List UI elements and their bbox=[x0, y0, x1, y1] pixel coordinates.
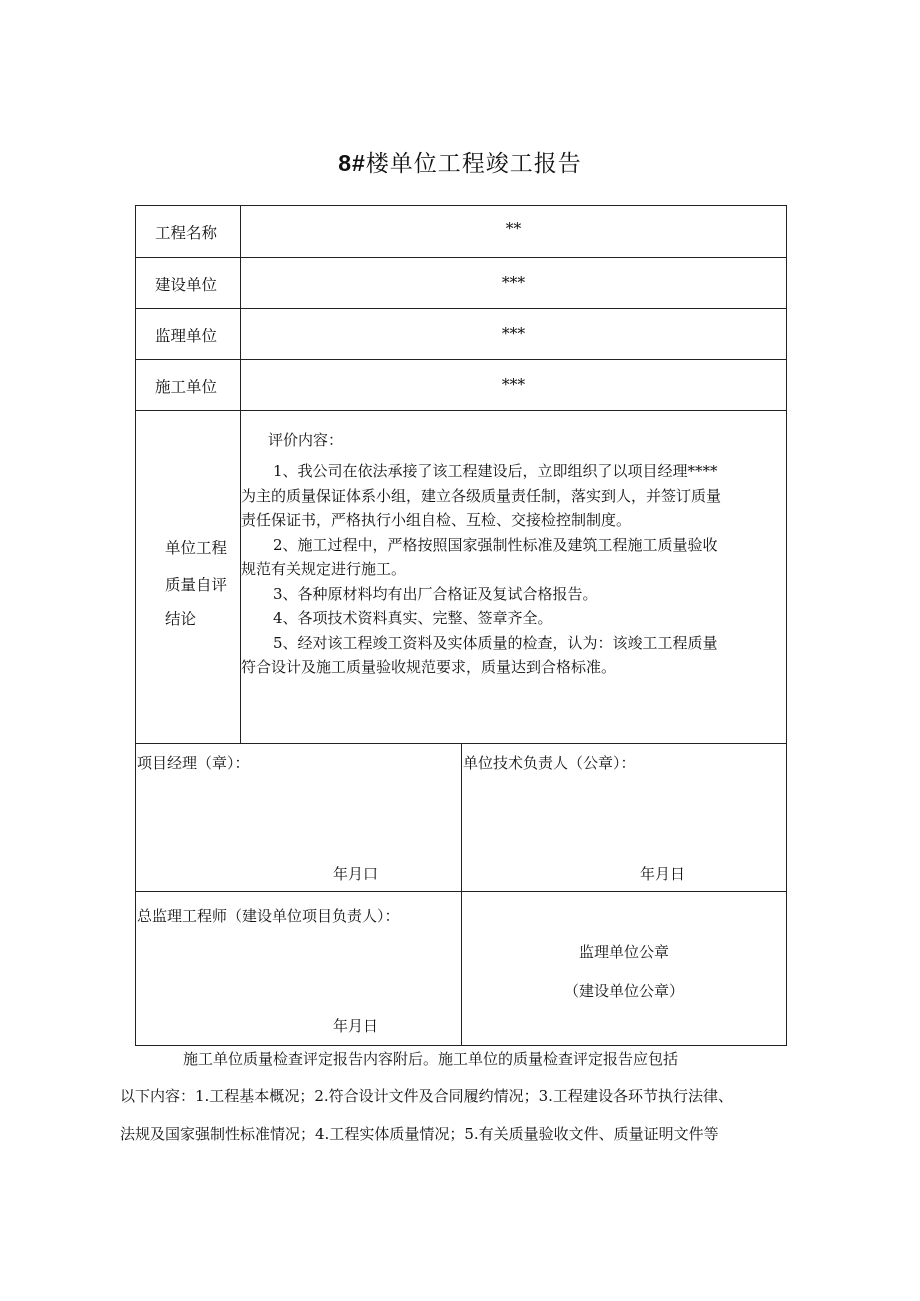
supervision-unit-label: 监理单位 bbox=[155, 327, 218, 345]
table-border-right bbox=[786, 205, 787, 1046]
evaluation-content bbox=[241, 459, 786, 680]
client-seal-label: （建设单位公章） bbox=[563, 982, 684, 1000]
evaluation-item-1-line: 为主的质量保证体系小组，建立各级质量责任制，落实到人，并签订质量 bbox=[241, 486, 722, 505]
evaluation-item-4: 4、各项技术资料真实、完整、签章齐全。 bbox=[273, 609, 553, 627]
project-name-label: 工程名称 bbox=[155, 224, 218, 242]
evaluation-item-1-line: 责任保证书，严格执行小组自检、互检、交接检控制制度。 bbox=[241, 511, 632, 529]
footer-note-line1: 施工单位质量检查评定报告内容附后。施工单位的质量检查评定报告应包括 bbox=[183, 1050, 679, 1068]
row-divider bbox=[135, 257, 787, 258]
project-name-value: ** bbox=[505, 220, 522, 238]
page-title bbox=[0, 145, 920, 178]
technical-lead-date: 年月日 bbox=[640, 865, 686, 883]
row-divider bbox=[135, 359, 787, 360]
chief-supervisor-date: 年月日 bbox=[333, 1017, 379, 1035]
supervision-seal-label: 监理单位公章 bbox=[578, 943, 669, 961]
client-unit-value: *** bbox=[501, 274, 526, 292]
project-manager-date: 年月口 bbox=[333, 865, 379, 883]
evaluation-item-5-first: 5、经对该工程竣工资料及实体质量的检查，认为：该竣工工程质量 bbox=[273, 633, 718, 652]
evaluation-label-line3: 结论 bbox=[165, 610, 197, 628]
footer-note-line3: 法规及国家强制性标准情况；4.工程实体质量情况；5.有关质量验收文件、质量证明文件等 bbox=[120, 1125, 719, 1143]
construction-unit-label: 施工单位 bbox=[155, 378, 218, 396]
technical-lead-label: 单位技术负责人（公章）： bbox=[463, 754, 636, 772]
row-divider bbox=[135, 308, 787, 309]
footer-note-line2: 以下内容：1.工程基本概况；2.符合设计文件及合同履约情况；3.工程建设各环节执行法律、 bbox=[120, 1087, 733, 1105]
supervision-unit-value: *** bbox=[501, 325, 526, 343]
construction-unit-value: *** bbox=[501, 376, 526, 394]
project-manager-label: 项目经理（章）： bbox=[137, 754, 250, 772]
chief-supervisor-label: 总监理工程师（建设单位项目负责人）： bbox=[137, 907, 400, 925]
table-border-top bbox=[135, 205, 787, 206]
evaluation-item-2-line: 规范有关规定进行施工。 bbox=[241, 560, 407, 578]
evaluation-heading: 评价内容： bbox=[268, 431, 344, 449]
evaluation-item-2-first: 2、施工过程中，严格按照国家强制性标准及建筑工程施工质量验收 bbox=[273, 535, 718, 554]
client-unit-label: 建设单位 bbox=[155, 276, 218, 294]
title-text: 楼单位工程竣工报告 bbox=[365, 151, 582, 177]
title-number: 8# bbox=[338, 150, 366, 176]
evaluation-label-line1: 单位工程 bbox=[165, 539, 228, 557]
evaluation-item-3: 3、各种原材料均有出厂合格证及复试合格报告。 bbox=[273, 584, 598, 603]
evaluation-label-line2: 质量自评 bbox=[165, 576, 228, 594]
evaluation-item-1-first: 1、我公司在依法承接了该工程建设后，立即组织了以项目经理**** bbox=[273, 462, 718, 480]
evaluation-item-5-line: 符合设计及施工质量验收规范要求，质量达到合格标准。 bbox=[241, 658, 617, 676]
row-divider bbox=[135, 410, 787, 411]
table-border-left bbox=[135, 205, 136, 1046]
